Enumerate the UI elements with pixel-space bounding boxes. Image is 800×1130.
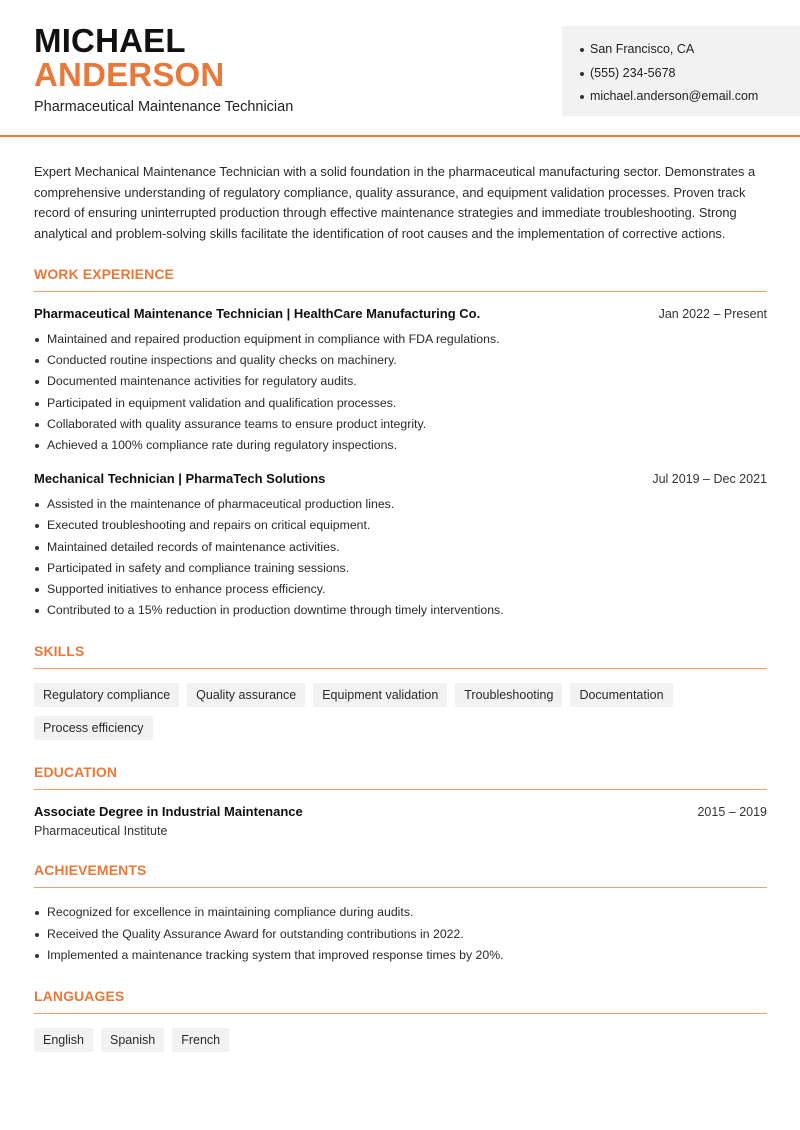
skill-chip: Equipment validation [313,683,447,707]
skill-chip: Regulatory compliance [34,683,179,707]
education-dates: 2015 – 2019 [697,805,767,820]
summary: Expert Mechanical Maintenance Technician with a solid foundation in the pharmaceutical manufacturing sector. Demonstrates a comprehensive understanding of regulatory compliance, quality assurance, and equipment validation processes. Proven track record of ensuring uninterrupted production through effective maintenance strategies and immediate troubleshooting. Strong analytical and problem-solving skills facilitate the identification of root causes and the implementation of corrective actions. [34,164,756,241]
section-title-languages: LANGUAGES [34,988,767,1014]
languages-section [34,988,767,1052]
achievement-item: Implemented a maintenance tracking system that improved response times by 20%. [34,945,767,966]
skills-section [34,643,767,740]
contact-email[interactable]: michael.anderson@email.com [580,85,800,109]
resume-header [0,0,800,137]
job-title: Mechanical Technician | PharmaTech Solutions [34,471,326,487]
first-name: MICHAEL [34,22,186,59]
resume-body [34,162,767,1052]
job-dates: Jul 2019 – Dec 2021 [652,472,767,487]
job-bullet: Maintained detailed records of maintenance activities. [34,537,767,558]
job-bullet: Executed troubleshooting and repairs on critical equipment. [34,515,767,536]
language-chip: French [172,1028,229,1052]
achievement-item: Recognized for excellence in maintaining compliance during audits. [34,902,767,923]
work-experience-section [34,266,767,621]
skill-chip: Process efficiency [34,716,153,740]
section-title-work: WORK EXPERIENCE [34,266,767,292]
job-bullet: Participated in safety and compliance training sessions. [34,558,767,579]
job-bullet: Participated in equipment validation and qualification processes. [34,393,767,414]
job-title-headline: Pharmaceutical Maintenance Technician [34,99,294,115]
job-bullet: Conducted routine inspections and quality checks on machinery. [34,350,767,371]
education-degree: Associate Degree in Industrial Maintenance [34,804,303,820]
section-title-education: EDUCATION [34,764,767,790]
job-entry [34,306,767,456]
language-chip: English [34,1028,93,1052]
contact-box [562,26,800,116]
section-title-achievements: ACHIEVEMENTS [34,862,767,888]
achievement-item: Received the Quality Assurance Award for outstanding contributions in 2022. [34,924,767,945]
job-bullet: Maintained and repaired production equipment in compliance with FDA regulations. [34,329,767,350]
section-title-skills: SKILLS [34,643,767,669]
job-bullet: Assisted in the maintenance of pharmaceutical production lines. [34,494,767,515]
skill-chip: Troubleshooting [455,683,562,707]
job-bullet: Documented maintenance activities for regulatory audits. [34,371,767,392]
job-dates: Jan 2022 – Present [658,307,767,321]
achievements-section [34,862,767,966]
job-entry [34,471,767,621]
job-bullet: Collaborated with quality assurance teams to ensure product integrity. [34,414,767,435]
job-bullet: Contributed to a 15% reduction in production downtime through timely interventions. [34,600,767,621]
languages-list [34,1028,767,1052]
education-school: Pharmaceutical Institute [34,824,168,839]
candidate-name [34,24,224,92]
job-title: Pharmaceutical Maintenance Technician | HealthCare Manufacturing Co. [34,306,481,321]
last-name: ANDERSON [34,56,225,93]
education-section [34,764,767,838]
skill-chip: Quality assurance [187,683,305,707]
language-chip: Spanish [101,1028,164,1052]
job-bullet: Supported initiatives to enhance process efficiency. [34,579,767,600]
contact-phone: (555) 234-5678 [580,62,800,86]
job-bullet: Achieved a 100% compliance rate during regulatory inspections. [34,435,767,456]
contact-location: San Francisco, CA [580,38,800,62]
skill-chip: Documentation [570,683,672,707]
skills-list [34,683,767,740]
